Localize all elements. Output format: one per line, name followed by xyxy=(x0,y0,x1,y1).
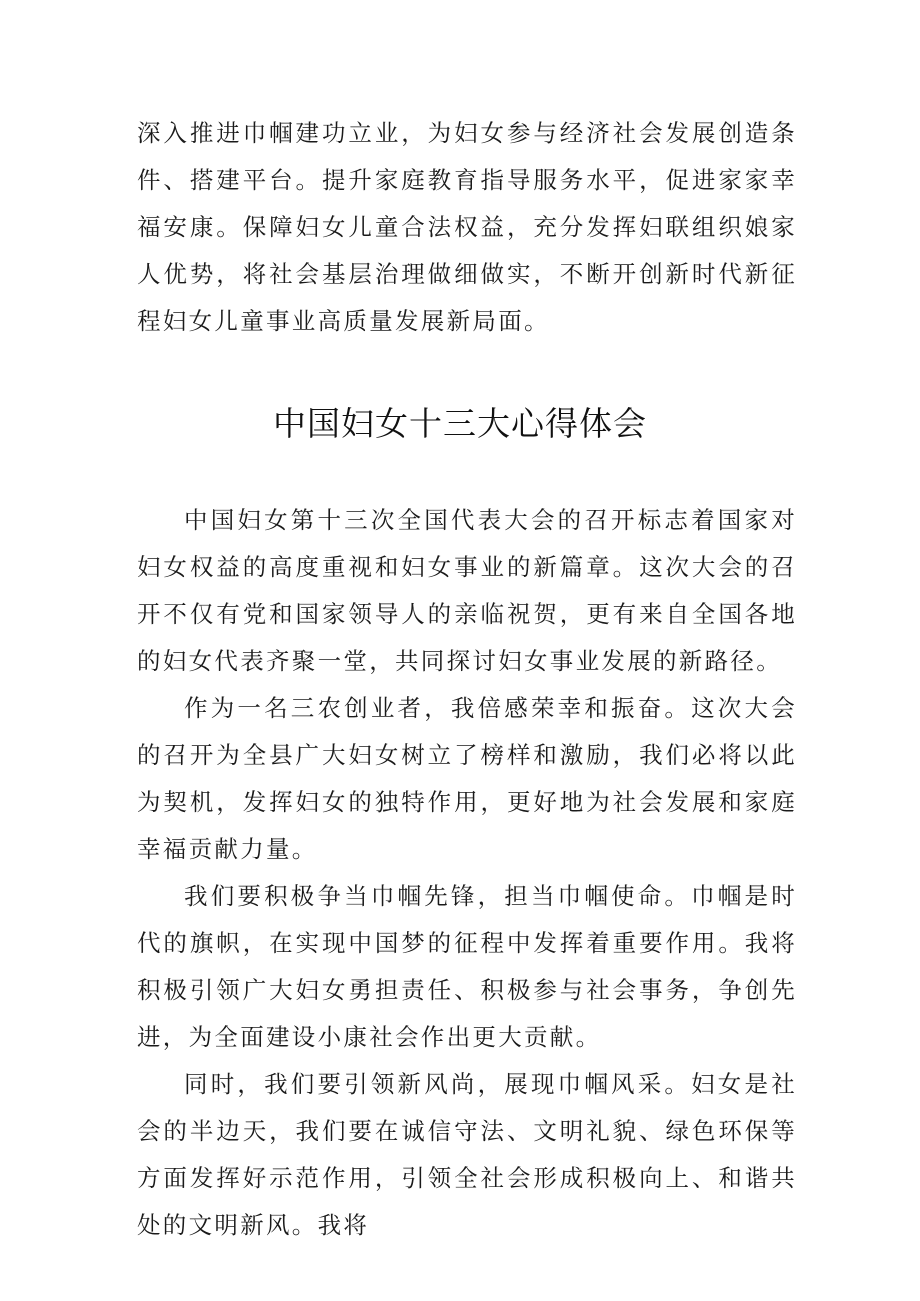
intro-paragraph: 深入推进巾帼建功立业，为妇女参与经济社会发展创造条件、搭建平台。提升家庭教育指导服务水平，促进家家幸福安康。保障妇女儿童合法权益，充分发挥妇联组织娘家人优势，将社会基层治理做细做实，不断开创新时代新征程妇女儿童事业高质量发展新局面。 xyxy=(137,119,797,335)
body-section xyxy=(137,497,797,1249)
body-paragraph-1: 中国妇女第十三次全国代表大会的召开标志着国家对妇女权益的高度重视和妇女事业的新篇章。这次大会的召开不仅有党和国家领导人的亲临祝贺，更有来自全国各地的妇女代表齐聚一堂，共同探讨妇女事业发展的新路径。 xyxy=(137,506,797,675)
body-paragraph-3: 我们要积极争当巾帼先锋，担当巾帼使命。巾帼是时代的旗帜，在实现中国梦的征程中发挥着重要作用。我将积极引领广大妇女勇担责任、积极参与社会事务，争创先进，为全面建设小康社会作出更大贡献。 xyxy=(137,882,797,1051)
intro-section xyxy=(137,110,797,345)
page-title: 中国妇女十三大心得体会 xyxy=(273,404,647,443)
body-paragraph-4: 同时，我们要引领新风尚，展现巾帼风采。妇女是社会的半边天，我们要在诚信守法、文明礼貌、绿色环保等方面发挥好示范作用，引领全社会形成积极向上、和谐共处的文明新风。我将 xyxy=(137,1070,797,1239)
body-paragraph-2: 作为一名三农创业者，我倍感荣幸和振奋。这次大会的召开为全县广大妇女树立了榜样和激励，我们必将以此为契机，发挥妇女的独特作用，更好地为社会发展和家庭幸福贡献力量。 xyxy=(137,694,797,863)
